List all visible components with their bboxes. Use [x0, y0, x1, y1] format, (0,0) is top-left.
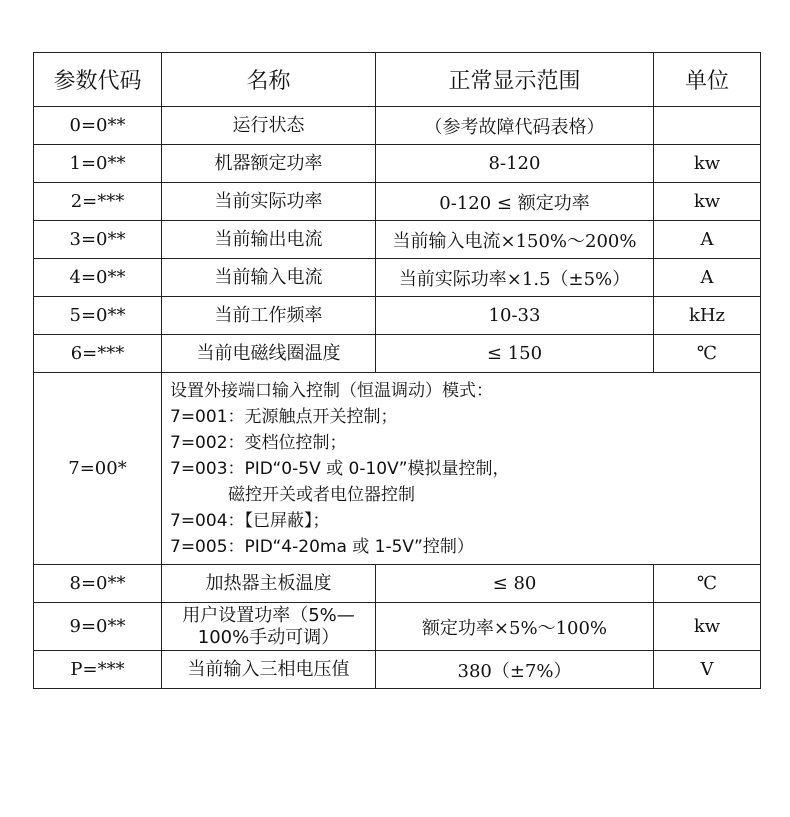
param-range: 额定功率×5%～100%	[376, 603, 654, 651]
param-range: （参考故障代码表格）	[376, 107, 654, 145]
param-range: ≤ 150	[376, 335, 654, 373]
param-code: 1=0**	[34, 145, 162, 183]
table-row	[34, 107, 761, 145]
table-row	[34, 603, 761, 651]
param-name: 当前实际功率	[162, 183, 376, 221]
param-unit: V	[654, 651, 761, 689]
param-unit: A	[654, 259, 761, 297]
param-code: 4=0**	[34, 259, 162, 297]
table-row	[34, 221, 761, 259]
mode-line: 7=001：无源触点开关控制；	[170, 406, 398, 427]
param-unit: A	[654, 221, 761, 259]
mode-description	[162, 373, 761, 565]
table-row	[34, 259, 761, 297]
param-range: ≤ 80	[376, 565, 654, 603]
param-unit	[654, 107, 761, 145]
param-code: 6=***	[34, 335, 162, 373]
table-row	[34, 651, 761, 689]
param-code: P=***	[34, 651, 162, 689]
table-row	[34, 145, 761, 183]
table-row	[34, 565, 761, 603]
mode-line: 磁控开关或者电位器控制	[228, 484, 415, 505]
param-range: 0-120 ≤ 额定功率	[376, 183, 654, 221]
param-unit: kw	[654, 603, 761, 651]
param-name: 加热器主板温度	[162, 565, 376, 603]
mode-line: 7=005：PID“4-20ma 或 1-5V”控制）	[170, 536, 474, 557]
mode-line: 7=004：【已屏蔽】；	[170, 510, 330, 531]
param-unit: kHz	[654, 297, 761, 335]
header-range: 正常显示范围	[376, 53, 654, 107]
table-header-row	[34, 53, 761, 107]
param-range: 380（±7%）	[376, 651, 654, 689]
param-range: 当前实际功率×1.5（±5%）	[376, 259, 654, 297]
param-name: 当前工作频率	[162, 297, 376, 335]
param-range: 8-120	[376, 145, 654, 183]
table-row	[34, 335, 761, 373]
param-code: 8=0**	[34, 565, 162, 603]
param-unit: kw	[654, 183, 761, 221]
param-name: 当前输入三相电压值	[162, 651, 376, 689]
param-name: 当前电磁线圈温度	[162, 335, 376, 373]
param-unit: ℃	[654, 565, 761, 603]
mode-line: 7=002：变档位控制；	[170, 432, 347, 453]
param-name: 当前输入电流	[162, 259, 376, 297]
param-code: 5=0**	[34, 297, 162, 335]
param-unit: kw	[654, 145, 761, 183]
param-range: 当前输入电流×150%～200%	[376, 221, 654, 259]
mode-line: 设置外接端口输入控制（恒温调动）模式：	[170, 380, 493, 401]
param-code: 2=***	[34, 183, 162, 221]
header-name: 名称	[162, 53, 376, 107]
parameter-table	[33, 52, 761, 689]
table-row	[34, 183, 761, 221]
param-code: 7=00*	[34, 373, 162, 565]
param-name: 当前输出电流	[162, 221, 376, 259]
param-unit: ℃	[654, 335, 761, 373]
header-unit: 单位	[654, 53, 761, 107]
param-code: 3=0**	[34, 221, 162, 259]
table-row-mode	[34, 373, 761, 565]
mode-line: 7=003：PID“0-5V 或 0-10V”模拟量控制，	[170, 458, 510, 479]
param-range: 10-33	[376, 297, 654, 335]
param-code: 9=0**	[34, 603, 162, 651]
param-name: 用户设置功率（5%—100%手动可调）	[162, 603, 376, 651]
param-name: 机器额定功率	[162, 145, 376, 183]
table-row	[34, 297, 761, 335]
param-name: 运行状态	[162, 107, 376, 145]
param-code: 0=0**	[34, 107, 162, 145]
header-code: 参数代码	[34, 53, 162, 107]
